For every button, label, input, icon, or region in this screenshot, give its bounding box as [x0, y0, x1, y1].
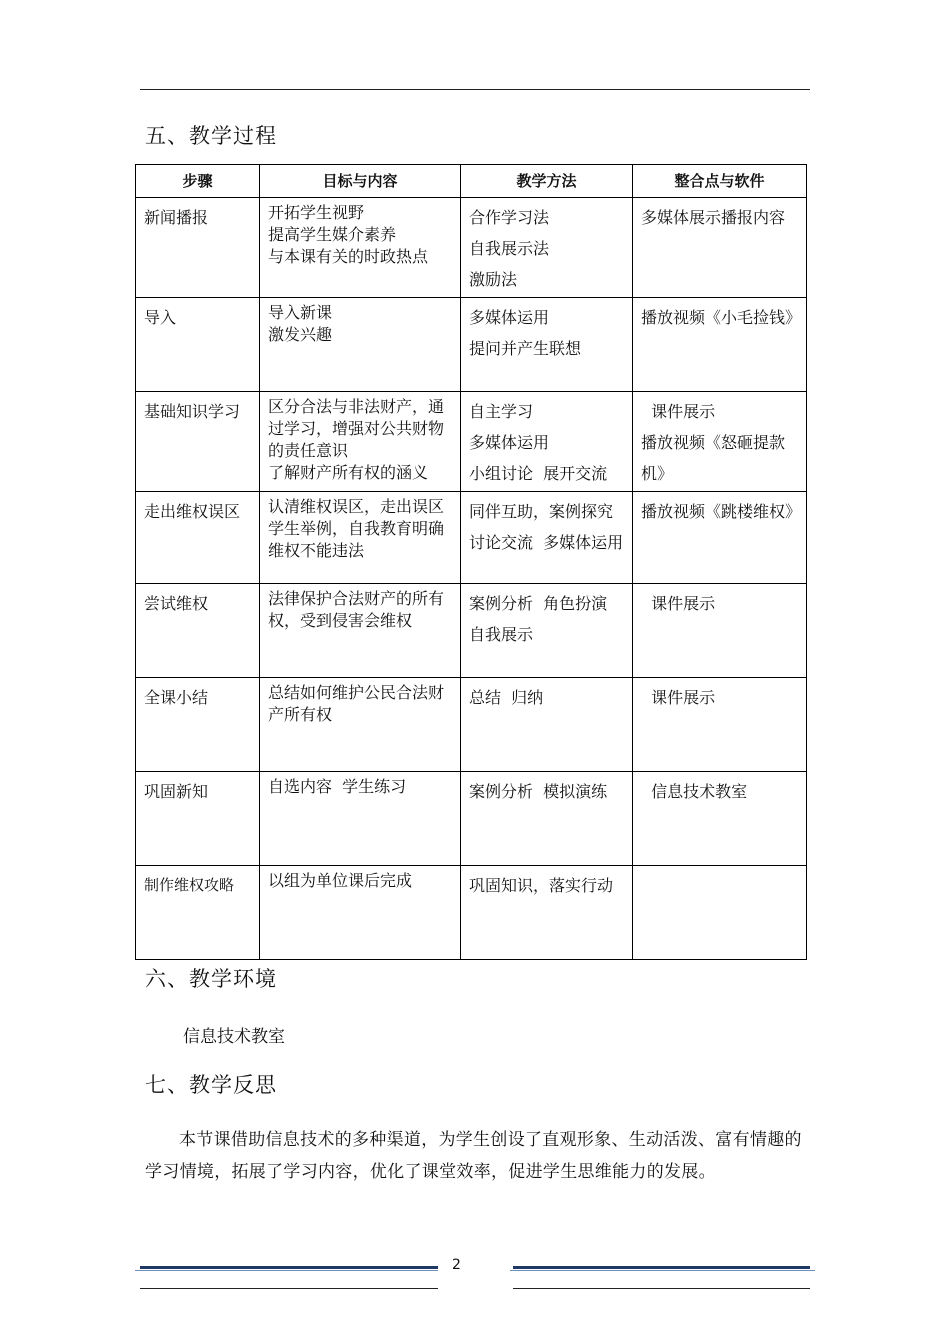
- footer-rule-left-thin: [135, 1270, 438, 1271]
- header-tool: 整合点与软件: [633, 165, 807, 198]
- goal-cell: [260, 584, 461, 678]
- method-cell-line: 自我展示法: [469, 239, 550, 258]
- step-cell: 巩固新知: [136, 772, 260, 866]
- goal-cell-line: 开拓学生视野: [268, 203, 365, 222]
- tool-cell: [633, 492, 807, 584]
- step-cell: 导入: [136, 298, 260, 392]
- tool-cell-line: 课件展示: [641, 688, 716, 707]
- tool-cell-line: 多媒体展示播报内容: [641, 208, 786, 227]
- step-cell: 全课小结: [136, 678, 260, 772]
- tool-cell-line: 播放视频《小毛捡钱》: [641, 308, 802, 327]
- method-cell-line: 小组讨论 展开交流: [469, 464, 608, 483]
- method-cell: [461, 772, 633, 866]
- goal-cell: [260, 198, 461, 298]
- footer-rule-right-thin: [510, 1270, 815, 1271]
- goal-cell-line: 区分合法与非法财产，通过学习，增强对公共财物的责任意识: [268, 397, 445, 460]
- tool-cell: [633, 392, 807, 492]
- goal-cell-line: 与本课有关的时政热点: [268, 247, 429, 266]
- method-cell: [461, 584, 633, 678]
- method-cell-line: 提问并产生联想: [469, 339, 582, 358]
- method-cell: [461, 866, 633, 960]
- section-title-reflection: 七、教学反思: [145, 1073, 277, 1097]
- step-cell: 走出维权误区: [136, 492, 260, 584]
- header-step: 步骤: [136, 165, 260, 198]
- method-cell-line: 自我展示: [469, 625, 534, 644]
- footer-rule-left: [140, 1266, 438, 1269]
- tool-cell-line: 播放视频《怒砸提款机》: [641, 433, 786, 483]
- method-cell: [461, 392, 633, 492]
- table-header-row: [136, 165, 807, 198]
- goal-cell-line: 以组为单位课后完成: [268, 871, 413, 890]
- method-cell: [461, 198, 633, 298]
- goal-cell: [260, 298, 461, 392]
- teaching-process-table: [135, 164, 807, 960]
- goal-cell-line: 认清维权误区，走出误区学生举例，自我教育明确维权不能违法: [268, 497, 445, 560]
- method-cell-line: 多媒体运用: [469, 308, 550, 327]
- goal-cell: [260, 492, 461, 584]
- method-cell: [461, 298, 633, 392]
- header-rule: [140, 89, 810, 90]
- tool-cell-line: 信息技术教室: [641, 782, 748, 801]
- goal-cell-line: 激发兴趣: [268, 325, 333, 344]
- goal-cell: [260, 772, 461, 866]
- method-cell-line: 总结 归纳: [469, 688, 544, 707]
- step-cell: 制作维权攻略: [136, 866, 260, 960]
- table-row: [136, 584, 807, 678]
- tool-cell: [633, 866, 807, 960]
- footer-rule-right: [513, 1266, 810, 1269]
- method-cell-line: 案例分析 模拟演练: [469, 782, 608, 801]
- footer-rule-left-lower: [140, 1288, 438, 1289]
- goal-cell: [260, 866, 461, 960]
- table-row: [136, 772, 807, 866]
- method-cell: [461, 492, 633, 584]
- table-row: [136, 392, 807, 492]
- tool-cell: [633, 298, 807, 392]
- method-cell-line: 自主学习: [469, 402, 534, 421]
- table-row: [136, 866, 807, 960]
- section-title-environment: 六、教学环境: [145, 967, 277, 991]
- tool-cell-line: 课件展示: [641, 402, 716, 421]
- step-cell: 尝试维权: [136, 584, 260, 678]
- step-cell: 基础知识学习: [136, 392, 260, 492]
- table-row: [136, 492, 807, 584]
- goal-cell-line: 了解财产所有权的涵义: [268, 463, 429, 482]
- section-title-teaching-process: 五、教学过程: [145, 124, 277, 148]
- method-cell-line: 案例分析 角色扮演: [469, 594, 608, 613]
- goal-cell-line: 提高学生媒介素养: [268, 225, 397, 244]
- tool-cell: [633, 678, 807, 772]
- goal-cell: [260, 678, 461, 772]
- step-cell: 新闻播报: [136, 198, 260, 298]
- tool-cell: [633, 772, 807, 866]
- header-goal: 目标与内容: [260, 165, 461, 198]
- table-row: [136, 678, 807, 772]
- goal-cell-line: 总结如何维护公民合法财产所有权: [268, 683, 445, 724]
- goal-cell-line: 自选内容 学生练习: [268, 777, 407, 796]
- method-cell-line: 合作学习法: [469, 208, 550, 227]
- method-cell: [461, 678, 633, 772]
- tool-cell: [633, 198, 807, 298]
- method-cell-line: 激励法: [469, 270, 518, 289]
- tool-cell-line: 课件展示: [641, 594, 716, 613]
- tool-cell-line: 播放视频《跳楼维权》: [641, 502, 802, 521]
- goal-cell-line: 法律保护合法财产的所有权，受到侵害会维权: [268, 589, 445, 630]
- goal-cell-line: 导入新课: [268, 303, 333, 322]
- goal-cell: [260, 392, 461, 492]
- method-cell-line: 多媒体运用: [469, 433, 550, 452]
- table-row: [136, 198, 807, 298]
- tool-cell: [633, 584, 807, 678]
- header-method: 教学方法: [461, 165, 633, 198]
- reflection-paragraph: 本节课借助信息技术的多种渠道，为学生创设了直观形象、生动活泼、富有情趣的学习情境，拓展了学习内容，优化了课堂效率，促进学生思维能力的发展。: [145, 1130, 802, 1182]
- footer-rule-right-lower: [513, 1288, 810, 1289]
- table-row: [136, 298, 807, 392]
- environment-text: 信息技术教室: [183, 1027, 285, 1047]
- method-cell-line: 巩固知识，落实行动: [469, 876, 614, 895]
- page-number: 2: [452, 1257, 461, 1273]
- method-cell-line: 同伴互助，案例探究讨论交流 多媒体运用: [469, 502, 624, 552]
